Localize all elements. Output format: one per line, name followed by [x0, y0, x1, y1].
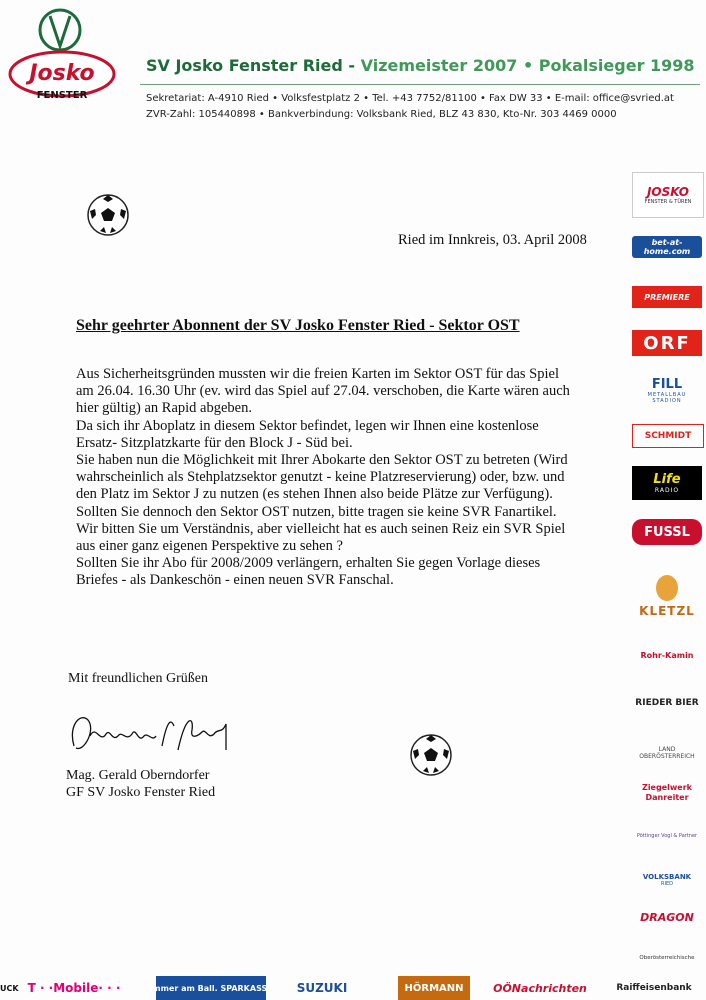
- body-line: den Platz im Sektor J zu nutzen (es stehen Ihnen also beide Plätze zur Verfügung).: [76, 486, 553, 503]
- bank-line: ZVR-Zahl: 105440898 • Bankverbindung: Volksbank Ried, BLZ 43 830, Kto-Nr. 303 4469 0000: [146, 109, 617, 120]
- edge-fragment-text: UCK: [0, 984, 19, 993]
- sponsor-logo-premiere: [632, 286, 702, 308]
- sponsor-name: JOSKO: [646, 185, 690, 199]
- club-title-line: [146, 56, 695, 75]
- sponsor-name: VOLKSBANK: [642, 873, 692, 881]
- sponsor-logo-ooe-nachrichten-bottom: OÖNachrichten: [493, 981, 587, 995]
- sponsor-logo-raiffeisenbank: Raiffeisenbank: [616, 983, 692, 993]
- sponsor-logo-suzuki: SUZUKI: [296, 981, 348, 995]
- body-line: wahrscheinlich als Stehplatzsektor genutzt - keine Platzreservierung) oder, bzw. und: [76, 469, 565, 486]
- sponsor-sub: METALLBAU STADION: [647, 391, 687, 404]
- header-divider: [140, 84, 700, 85]
- sponsor-logo-rohr-kamin: [632, 640, 702, 670]
- sponsor-name: bet-at-home.com: [643, 238, 691, 256]
- body-line: Ersatz- Sitzplatzkarte für den Block J - Süd bei.: [76, 434, 353, 451]
- handwritten-signature: [66, 706, 236, 762]
- sponsor-name: ORF: [643, 332, 691, 354]
- body-line: hier gültig) an Rapid abgeben.: [76, 400, 252, 417]
- sponsor-name: DRAGON: [640, 910, 694, 924]
- sponsor-sub: RADIO: [654, 487, 680, 494]
- body-line: Da sich ihr Aboplatz in diesem Sektor befindet, legen wir Ihnen eine kostenlose: [76, 417, 539, 434]
- sponsor-logo-fill: [632, 376, 702, 404]
- sponsor-logo-volksbank: [632, 870, 702, 890]
- sponsor-name: SCHMIDT: [644, 431, 692, 441]
- signer-role: GF SV Josko Fenster Ried: [66, 785, 216, 800]
- letter-salutation: Sehr geehrter Abonnent der SV Josko Fenster Ried - Sektor OST: [76, 317, 520, 334]
- sponsor-logo-poettinger: [632, 822, 702, 850]
- letter-date: Ried im Innkreis, 03. April 2008: [398, 232, 587, 248]
- sponsor-logo-kletzl: [632, 566, 702, 626]
- sponsor-name: FILL: [651, 376, 683, 392]
- body-line: aus einer ganz eigenen Perspektive zu sehen ?: [76, 538, 343, 555]
- body-line: am 26.04. 16.30 Uhr (ev. wird das Spiel auf 27.04. verschoben, die Karte wären auch: [76, 383, 570, 400]
- body-line: Sie haben nun die Möglichkeit mit Ihrer Abokarte den Sektor OST zu betreten (Wird: [76, 452, 568, 469]
- sponsor-logo-orf: [632, 330, 702, 356]
- body-line: Sollten Sie ihr Abo für 2008/2009 verlängern, erhalten Sie gegen Vorlage dieses: [76, 555, 541, 572]
- logo-wordmark: Josko: [29, 61, 95, 86]
- club-logo: [6, 2, 130, 102]
- body-line: Aus Sicherheitsgründen mussten wir die freien Karten im Sektor OST für das Spiel: [76, 366, 559, 382]
- club-name: SV Josko Fenster Ried -: [146, 56, 361, 75]
- letter-closing: Mit freundlichen Grüßen: [68, 671, 208, 686]
- sponsor-name: KLETZL: [639, 603, 695, 618]
- body-line: Wir bitten Sie um Verständnis, aber vielleicht hat es auch seinen Reiz ein SVR Spiel: [76, 520, 566, 537]
- sponsor-logo-hoermann: HÖRMANN: [398, 976, 470, 1000]
- sponsor-logo-ziegelwerk: [632, 780, 702, 806]
- sponsor-name: RIEDER BIER: [635, 698, 699, 708]
- sponsor-logo-t-mobile: T · ·Mobile· · ·: [27, 981, 121, 995]
- logo-subtitle: FENSTER: [36, 90, 88, 101]
- sponsor-name: PREMIERE: [644, 292, 690, 302]
- sponsor-name: Life: [653, 472, 681, 487]
- signer-name: Mag. Gerald Oberndorfer: [66, 768, 210, 783]
- letter-body: [76, 366, 606, 590]
- contact-line: Sekretariat: A-4910 Ried • Volksfestplatz 2 • Tel. +43 7752/81100 • Fax DW 33 • E-mail: office@svried.at: [146, 93, 674, 104]
- sponsor-logo-dragon: [632, 904, 702, 930]
- body-line: Sollten Sie dennoch den Sektor OST nutzen, bitte tragen sie keine SVR Fanartikel.: [76, 503, 557, 520]
- club-titles: Vizemeister 2007 • Pokalsieger 1998: [360, 56, 695, 75]
- sponsor-logo-ooe-nachrichten: [632, 948, 702, 968]
- sponsor-sub: RIED: [661, 881, 673, 887]
- football-icon: [409, 733, 453, 777]
- sponsor-name: FUSSL: [644, 524, 690, 540]
- sponsor-logo-land-ooe: [632, 738, 702, 768]
- sponsor-name: Oberösterreichische: [639, 955, 695, 961]
- sponsor-logo-fussl: [632, 519, 702, 545]
- sponsor-sub: FENSTER & TÜREN: [644, 199, 692, 205]
- sponsor-logo-josko: [632, 172, 704, 218]
- sponsor-name: Pöttinger Vogl & Partner: [636, 833, 698, 839]
- sponsor-name: LAND OBERÖSTERREICH: [639, 746, 695, 760]
- sponsor-logo-schmidt: [632, 424, 704, 448]
- kletzl-emblem-icon: [656, 575, 678, 601]
- sponsor-logo-life-radio: [632, 466, 702, 500]
- football-icon: [86, 193, 130, 237]
- sponsor-name: Ziegelwerk Danreiter: [642, 783, 692, 802]
- sponsor-logo-bet-at-home: [632, 236, 702, 258]
- sponsor-logo-rieder-bier: [632, 686, 702, 720]
- sponsor-logo-sparkasse: Immer am Ball. SPARKASSE: [156, 976, 266, 1000]
- sponsor-name: Rohr-Kamin: [640, 650, 694, 660]
- body-line: Briefes - als Dankeschön - einen neuen SVR Fanschal.: [76, 572, 394, 589]
